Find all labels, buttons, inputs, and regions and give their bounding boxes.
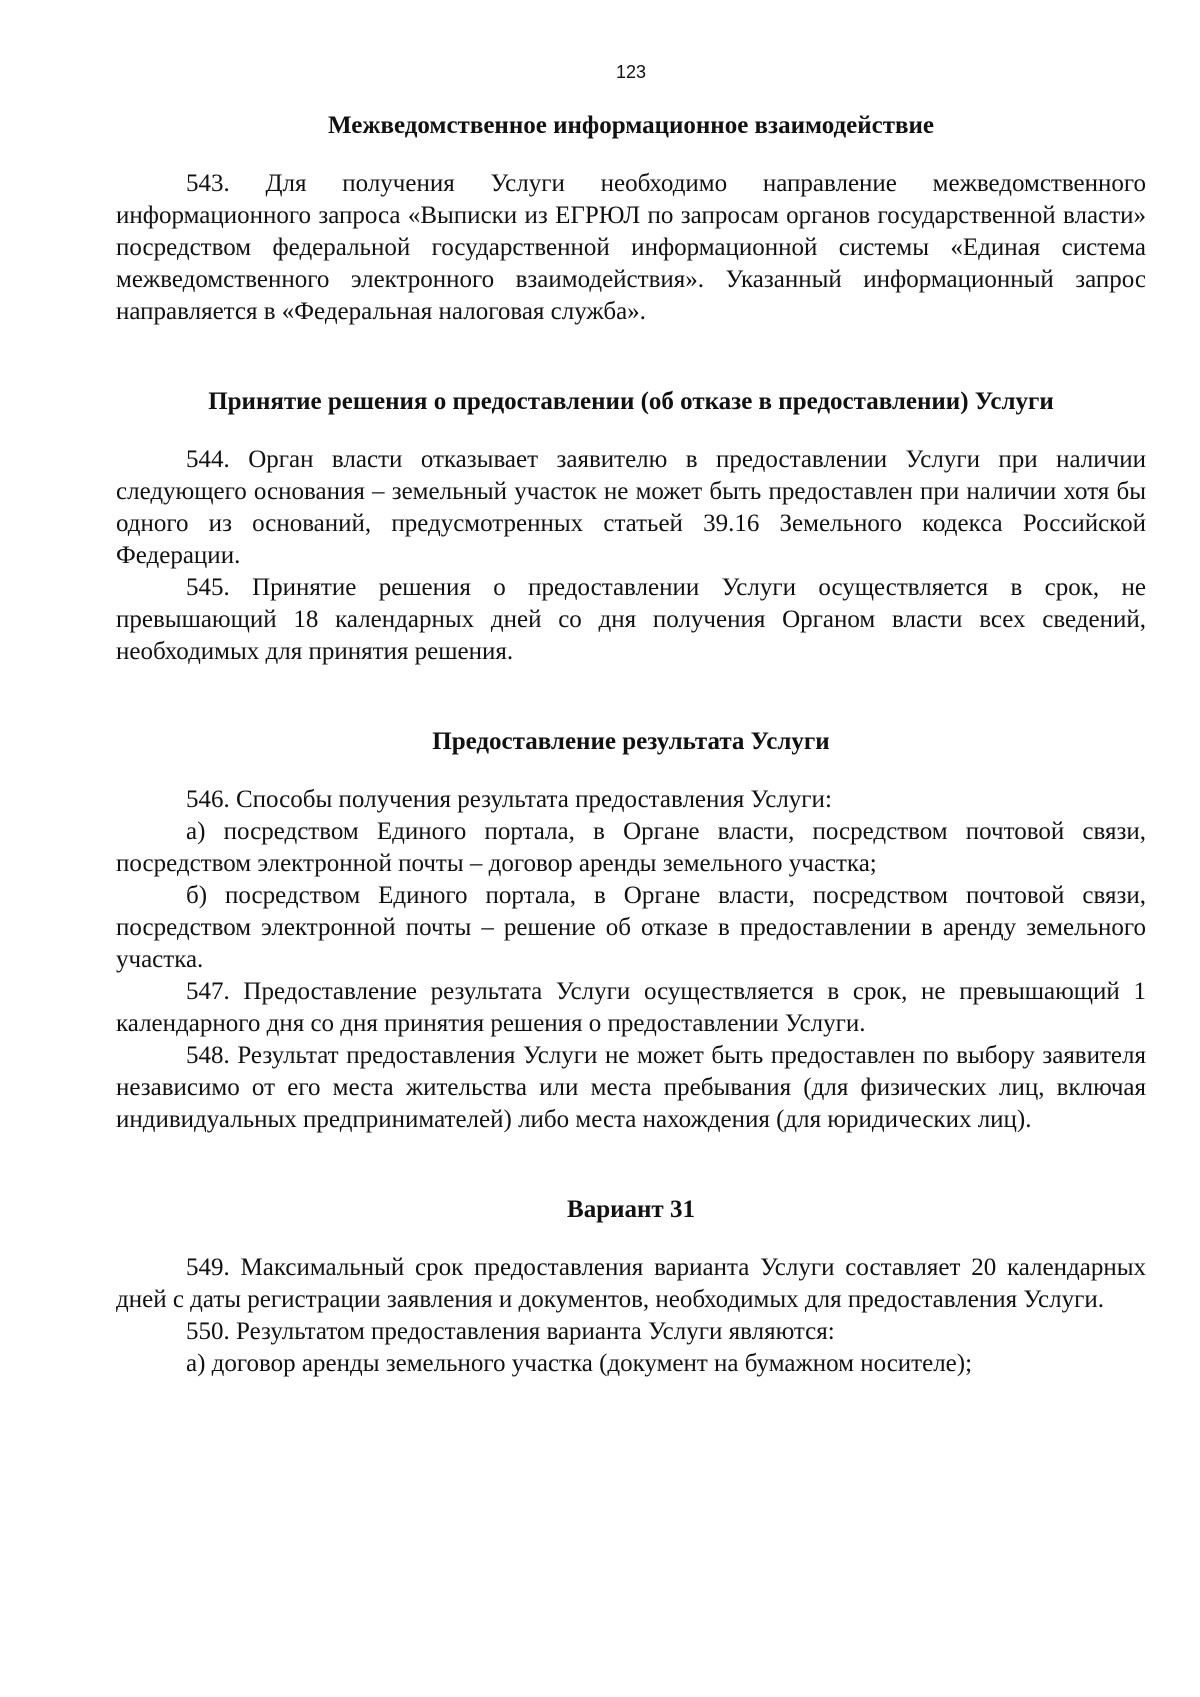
paragraph-543: 543. Для получения Услуги необходимо направление межведомственного информационного запроса «Выписки из ЕГРЮЛ по запросам органов государственной власти» посредством федеральной государственной информационной системы «Единая система межведомственного электронного взаимодействия». Указанный информационный запрос направляется в «Федеральная налоговая служба».: [116, 170, 1146, 325]
paragraph-545: 545. Принятие решения о предоставлении Услуги осуществляется в срок, не превышающий 18 календарных дней со дня получения Органом власти всех сведений, необходимых для принятия решения.: [116, 574, 1146, 665]
document-page: [116, 60, 1146, 1380]
section-gap: [116, 668, 1146, 726]
section-title: Предоставление результата Услуги: [432, 728, 830, 755]
paragraph-550-a: а) договор аренды земельного участка (документ на бумажном носителе);: [186, 1350, 973, 1377]
paragraph-546: 546. Способы получения результата предоставления Услуги:: [186, 786, 832, 813]
paragraph-544: 544. Орган власти отказывает заявителю в предоставлении Услуги при наличии следующего основания – земельный участок не может быть предоставлен при наличии хотя бы одного из оснований, предусмотренных статьей 39.16 Земельного кодекса Российской Федерации.: [116, 446, 1146, 569]
page-number: 123: [615, 62, 647, 82]
section-result-delivery: [116, 726, 1146, 1136]
paragraph-546-a: а) посредством Единого портала, в Органе власти, посредством почтовой связи, посредством электронной почты – договор аренды земельного участка;: [116, 818, 1146, 877]
section-decision: [116, 386, 1146, 668]
section-title: Межведомственное информационное взаимодействие: [328, 112, 934, 139]
section-title: Принятие решения о предоставлении (об отказе в предоставлении) Услуги: [208, 388, 1054, 415]
section-title: Вариант 31: [567, 1196, 695, 1223]
section-gap: [116, 328, 1146, 386]
section-interagency-interaction: [116, 110, 1146, 328]
paragraph-550: 550. Результатом предоставления варианта Услуги являются:: [186, 1318, 835, 1345]
paragraph-547: 547. Предоставление результата Услуги осуществляется в срок, не превышающий 1 календарного дня со дня принятия решения о предоставлении Услуги.: [116, 978, 1146, 1037]
section-gap: [116, 1136, 1146, 1194]
section-variant-31: [116, 1194, 1146, 1380]
paragraph-546-b: б) посредством Единого портала, в Органе власти, посредством почтовой связи, посредством электронной почты – решение об отказе в предоставлении в аренду земельного участка.: [116, 882, 1146, 973]
paragraph-548: 548. Результат предоставления Услуги не может быть предоставлен по выбору заявителя независимо от его места жительства или места пребывания (для физических лиц, включая индивидуальных предпринимателей) либо места нахождения (для юридических лиц).: [116, 1042, 1146, 1133]
paragraph-549: 549. Максимальный срок предоставления варианта Услуги составляет 20 календарных дней с даты регистрации заявления и документов, необходимых для предоставления Услуги.: [116, 1254, 1146, 1313]
